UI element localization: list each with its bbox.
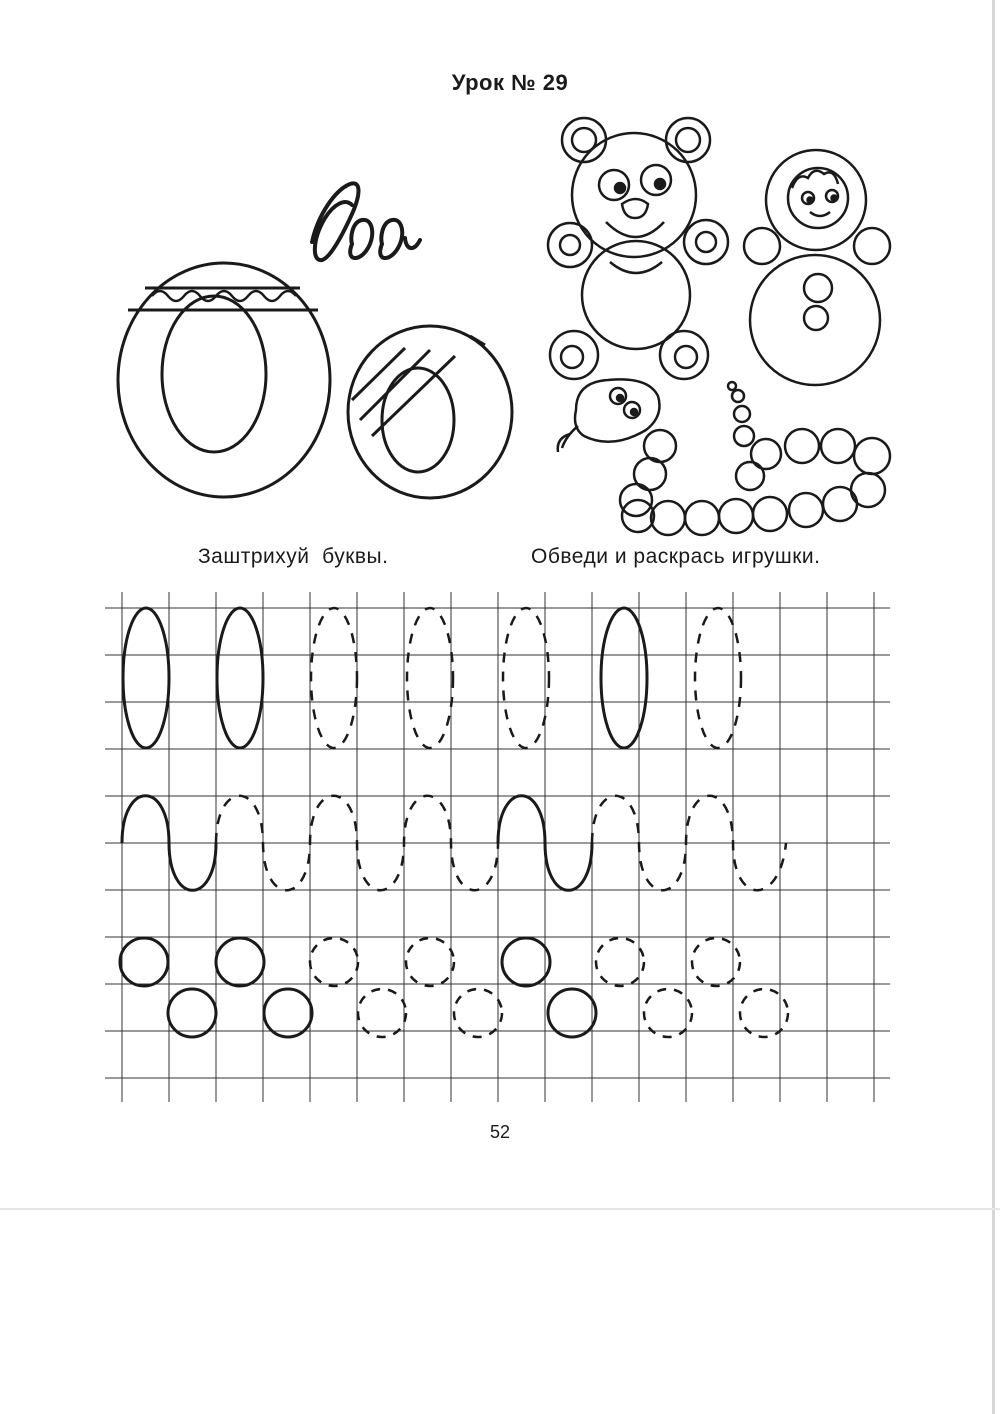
cursive-letters-illustration	[312, 183, 420, 266]
cursive-letters-text: Ооо	[320, 249, 351, 266]
snake-toy-illustration	[558, 379, 890, 535]
page-number: 52	[489, 1122, 511, 1142]
doll-toy-illustration	[744, 150, 890, 385]
bear-toy-illustration	[548, 118, 728, 379]
tracing-row-circles	[120, 938, 788, 1037]
small-letter-o-illustration	[348, 326, 512, 498]
lesson-title: Урок № 29	[451, 70, 569, 95]
instruction-trace-toys: Обведи и раскрась игрушки.	[531, 545, 821, 568]
big-letter-O-illustration	[118, 263, 330, 497]
instruction-shade-letters: Заштрихуй буквы.	[198, 545, 389, 568]
